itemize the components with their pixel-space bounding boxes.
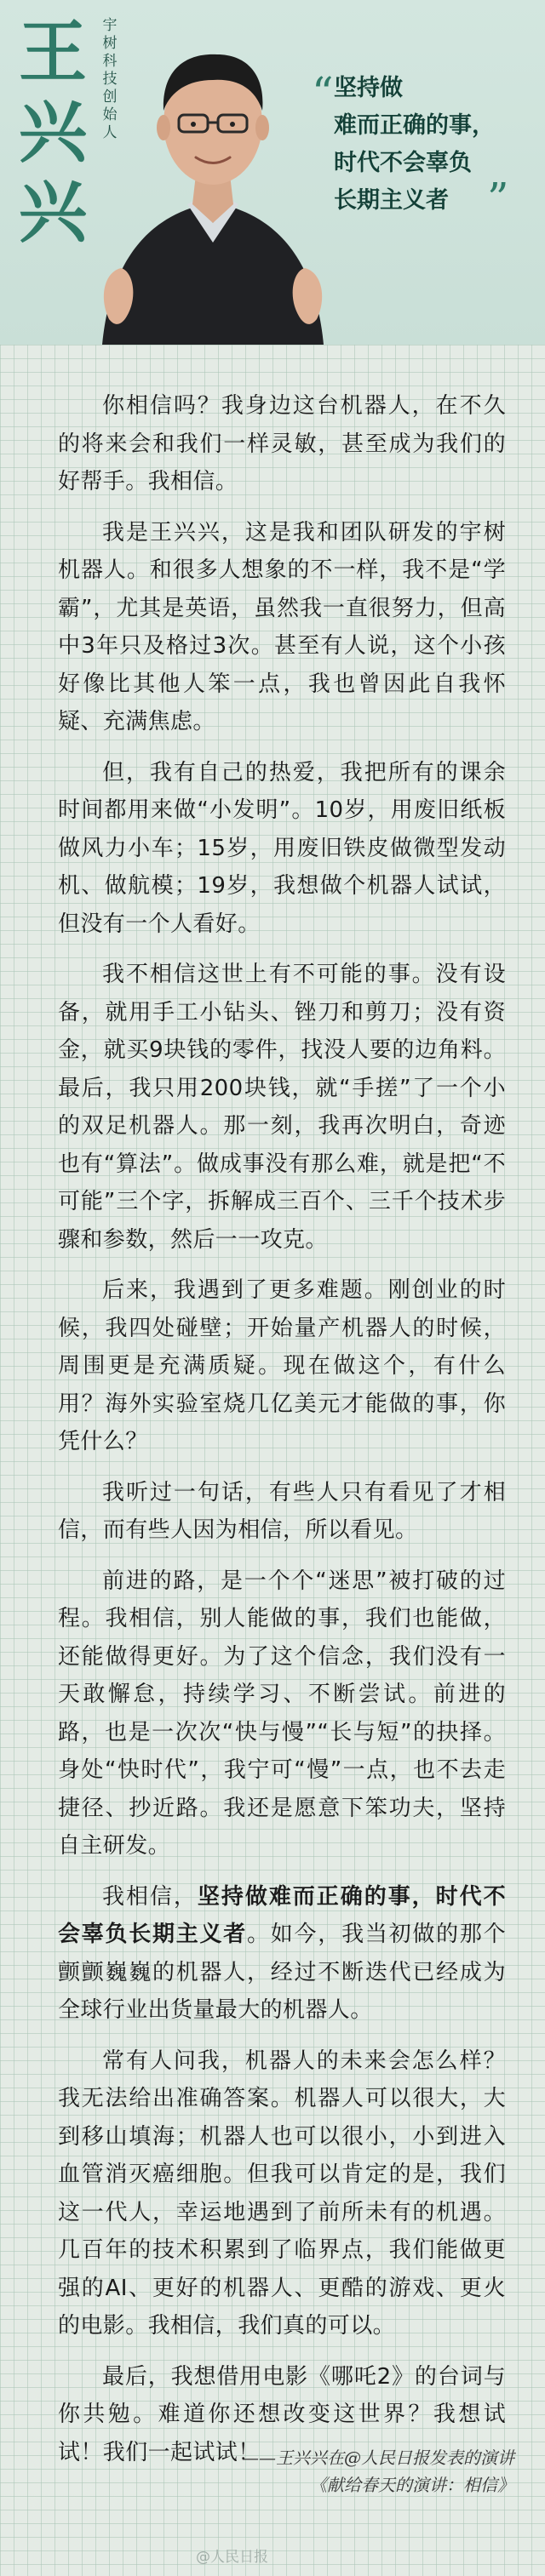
watermark: @人民日报 [196, 2549, 268, 2566]
paragraph: 前进的路，是一个个“迷思”被打破的过程。我相信，别人能做的事，我们也能做，还能做得更好。为了这个信念，我们没有一天敢懈怠，持续学习、不断尝试。前进的路，也是一次次“快与慢”“长与短”的抉择。身处“快时代”，我宁可“慢”一点，也不去走捷径、抄近路。我还是愿意下笨功夫，坚持自主研发。 [58, 1568, 506, 1859]
paragraph: 我不相信这世上有不可能的事。没有设备，就用手工小钻头、锉刀和剪刀；没有资金，就买9块钱的零件，找没人要的边角料。最后，我只用200块钱，就“手搓”了一个小的双足机器人。那一刻，我再次明白，奇迹也有“算法”。做成事没有那么难，就是把“不可能”三个字，拆解成三百个、三千个技术步骤和参数，然后一一攻克。 [58, 962, 506, 1253]
quote-line: 难而正确的事， [334, 112, 495, 139]
paragraph: 常有人问我，机器人的未来会怎么样？我无法给出准确答案。机器人可以很大，大到移山填海；机器人也可以很小，小到进入血管消灭癌细胞。但我可以肯定的是，我们这一代人，幸运地遇到了前所未有的机遇。几百年的技术积累到了临界点，我们能做更强的AI、更好的机器人、更酷的游戏、更火的电影。我相信，我们真的可以。 [58, 2048, 506, 2339]
subtitle-char: 始 [102, 106, 118, 123]
subtitle-char: 宇 [102, 17, 118, 34]
subtitle-char: 创 [102, 89, 118, 106]
speech-body [58, 387, 506, 2484]
subtitle-char: 树 [102, 35, 118, 52]
paragraph: 你相信吗？我身边这台机器人，在不久的将来会和我们一样灵敏，甚至成为我们的好帮手。我相信。 [58, 393, 506, 494]
subtitle-char: 科 [102, 53, 118, 70]
header-banner [0, 0, 545, 345]
name-char: 王 [19, 12, 87, 92]
paragraph: 但，我有自己的热爱，我把所有的课余时间都用来做“小发明”。10岁，用废旧纸板做风力小车；15岁，用废旧铁皮做微型发动机、做航模；19岁，我想做个机器人试试，但没有一个人看好。 [58, 759, 506, 937]
paragraph-text: 我相信， [102, 1883, 198, 1910]
paragraph: 最后，我想借用电影《哪吒2》的台词与你共勉。难道你还想改变这世界？我想试试！我们一起试试！ [58, 2363, 506, 2465]
signature-line: 《献给春天的演讲：相信》 [310, 2475, 514, 2495]
name-char: 兴 [19, 92, 87, 172]
portrait-image [43, 0, 383, 345]
quote-close-mark: ” [487, 174, 509, 223]
subtitle-char: 人 [102, 124, 118, 141]
signature [123, 2444, 514, 2499]
paragraph-highlight [58, 1878, 506, 2030]
subtitle-char: 技 [102, 71, 118, 88]
paragraph-text: 。如今，我当初做的那个颤颤巍巍的机器人，经过不断迭代已经成为全球行业出货量最大的机器人。 [58, 1922, 506, 2023]
bold-quote: 坚持做难而正确的事，时代不会辜负长期主义者 [58, 1883, 506, 1947]
name-char: 兴 [19, 172, 87, 252]
signature-line: ——王兴兴在@人民日报发表的演讲 [242, 2447, 514, 2468]
paragraph: 我听过一句话，有些人只有看见了才相信，而有些人因为相信，所以看见。 [58, 1479, 506, 1543]
quote-line: 时代不会辜负 [334, 150, 472, 176]
quote-line: 坚持做 [334, 75, 403, 101]
quote-open-mark: “ [312, 68, 334, 117]
paragraph: 后来，我遇到了更多难题。刚创业的时候，我四处碰壁；开始量产机器人的时候，周围更是充满质疑。现在做这个，有什么用？海外实验室烧几亿美元才能做的事，你凭什么？ [58, 1277, 506, 1454]
paragraph: 我是王兴兴，这是我和团队研发的宇树机器人。和很多人想象的不一样，我不是“学霸”，尤其是英语，虽然我一直很努力，但高中3年只及格过3次。甚至有人说，这个小孩好像比其他人笨一点，我也曾因此自我怀疑、充满焦虑。 [58, 519, 506, 734]
quote-line: 长期主义者 [334, 187, 449, 214]
